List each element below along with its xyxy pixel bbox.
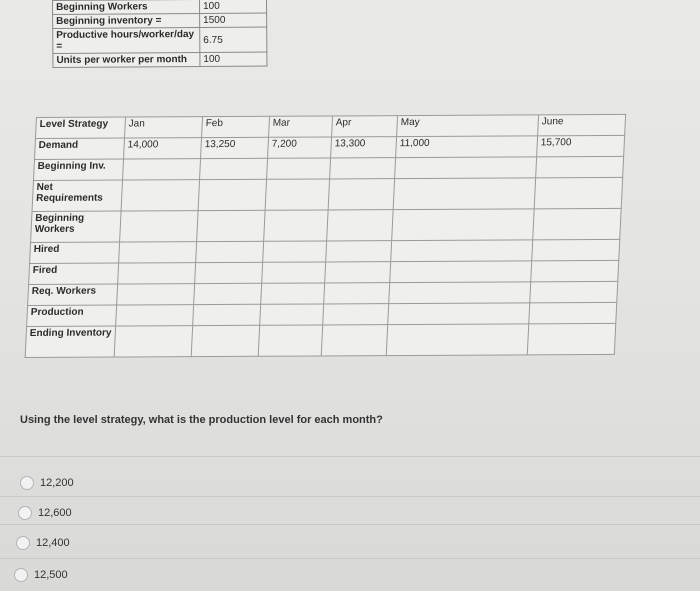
demand-cell: 15,700 (537, 135, 625, 156)
answer-option[interactable] (14, 568, 68, 582)
header-june: June (538, 114, 626, 135)
param-label: Beginning inventory = (53, 13, 200, 28)
demand-cell: 7,200 (268, 137, 332, 158)
param-label: Units per worker per month (53, 52, 200, 67)
empty-cell (261, 283, 325, 304)
empty-cell (120, 211, 198, 242)
table-row (31, 208, 622, 242)
row-label: Ending Inventory (25, 326, 115, 357)
empty-cell (265, 179, 329, 210)
option-label: 12,600 (38, 507, 72, 519)
empty-cell (530, 281, 618, 302)
row-label: Beginning Workers (31, 211, 121, 242)
empty-cell (328, 179, 394, 210)
table-row (25, 323, 616, 357)
row-label: Production (27, 305, 117, 326)
empty-cell (114, 326, 192, 357)
param-row (53, 52, 267, 67)
param-label: Beginning Workers (53, 0, 200, 14)
level-strategy-table (25, 114, 627, 358)
empty-cell (197, 210, 265, 241)
row-label: Net Requirements (32, 180, 122, 211)
demand-cell: 11,000 (396, 136, 538, 158)
param-label: Productive hours/worker/day = (53, 27, 200, 53)
empty-cell (395, 157, 537, 179)
empty-cell (392, 209, 534, 241)
row-label: Hired (30, 242, 120, 263)
empty-cell (119, 242, 197, 263)
empty-cell (327, 210, 393, 241)
demand-cell: 13,250 (201, 137, 269, 158)
param-row (53, 27, 267, 53)
answer-option[interactable] (16, 536, 70, 550)
radio-button[interactable] (16, 536, 30, 550)
empty-cell (388, 303, 530, 325)
row-label: Req. Workers (28, 284, 118, 305)
empty-cell (258, 325, 322, 356)
empty-cell (534, 177, 622, 208)
empty-cell (529, 302, 617, 323)
param-value: 100 (200, 52, 267, 66)
empty-cell (326, 241, 392, 262)
empty-cell (323, 304, 389, 325)
radio-button[interactable] (14, 568, 28, 582)
divider (0, 558, 700, 559)
header-strategy: Level Strategy (35, 117, 125, 138)
empty-cell (527, 323, 615, 354)
empty-cell (536, 156, 624, 177)
empty-cell (260, 304, 324, 325)
row-label: Demand (34, 138, 124, 159)
empty-cell (330, 158, 396, 179)
empty-cell (263, 241, 327, 262)
radio-button[interactable] (20, 476, 34, 490)
header-may: May (397, 115, 539, 137)
option-label: 12,400 (36, 537, 70, 549)
empty-cell (393, 178, 535, 210)
header-apr: Apr (332, 116, 398, 137)
divider (0, 456, 700, 457)
empty-cell (116, 305, 194, 326)
empty-cell (196, 241, 264, 262)
empty-cell (321, 325, 387, 356)
question-text: Using the level strategy, what is the production level for each month? (20, 414, 383, 426)
empty-cell (390, 261, 532, 283)
empty-cell (198, 179, 266, 210)
param-row (53, 13, 267, 28)
radio-button[interactable] (18, 506, 32, 520)
empty-cell (386, 324, 528, 356)
empty-cell (391, 240, 533, 262)
empty-cell (264, 210, 328, 241)
empty-cell (533, 208, 621, 239)
empty-cell (118, 263, 196, 284)
demand-cell: 14,000 (124, 138, 202, 159)
empty-cell (324, 283, 390, 304)
option-label: 12,500 (34, 569, 68, 581)
empty-cell (267, 158, 331, 179)
empty-cell (123, 159, 201, 180)
empty-cell (195, 262, 263, 283)
option-label: 12,200 (40, 477, 74, 489)
answer-option[interactable] (20, 476, 74, 490)
table-row (32, 177, 623, 211)
divider (0, 496, 700, 497)
parameters-table (52, 0, 267, 68)
empty-cell (121, 180, 199, 211)
demand-cell: 13,300 (331, 137, 397, 158)
header-mar: Mar (269, 116, 333, 137)
header-feb: Feb (202, 116, 270, 137)
param-value: 1500 (200, 13, 267, 27)
header-jan: Jan (125, 117, 203, 138)
param-value: 6.75 (200, 27, 267, 52)
answer-option[interactable] (18, 506, 72, 520)
empty-cell (262, 262, 326, 283)
empty-cell (532, 239, 620, 260)
empty-cell (531, 260, 619, 281)
param-value: 100 (199, 0, 266, 13)
empty-cell (200, 158, 268, 179)
empty-cell (389, 282, 531, 304)
empty-cell (325, 262, 391, 283)
empty-cell (194, 283, 262, 304)
empty-cell (117, 284, 195, 305)
empty-cell (193, 304, 261, 325)
row-label: Beginning Inv. (34, 159, 124, 180)
divider (0, 524, 700, 525)
row-label: Fired (29, 263, 119, 284)
empty-cell (191, 325, 259, 356)
